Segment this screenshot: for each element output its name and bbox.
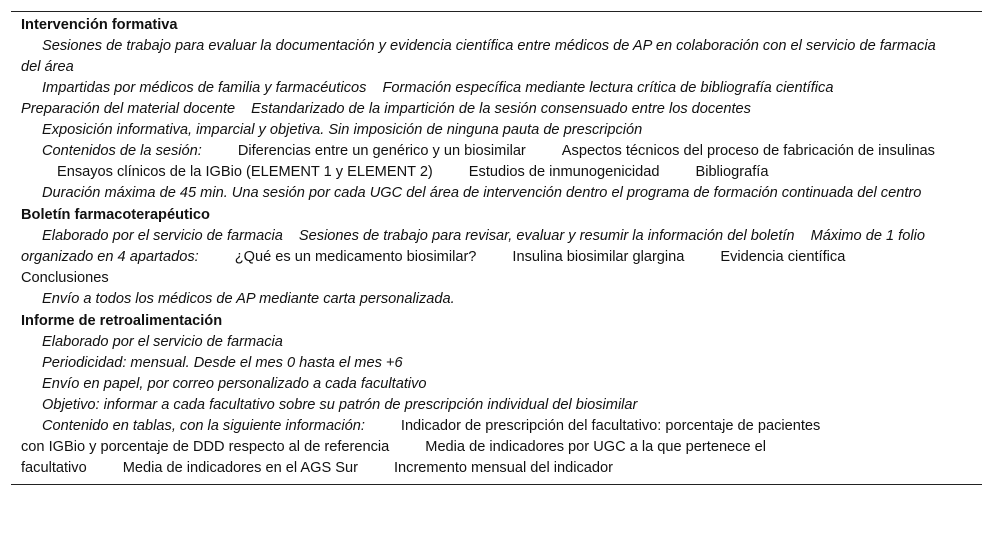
section-title-informe: Informe de retroalimentación — [21, 313, 223, 329]
s3-p5: Contenido en tablas, con la siguiente información: Indicador de prescripción del facultativo: porcentaje de pacientes con IGBio y porcentaje de DDD respecto al de referencia Media de indicadores por UGC a la que pertenece el facultativo Media de indicadores en el AGS Sur Incremento mensual del indicador — [21, 418, 821, 476]
s3-p1: Elaborado por el servicio de farmacia — [42, 334, 283, 350]
s1-p3: Exposición informativa, imparcial y objetiva. Sin imposición de ninguna pauta de prescripción — [42, 122, 643, 138]
s2-p1: Elaborado por el servicio de farmacia Sesiones de trabajo para revisar, evaluar y resumir la información del boletín Máximo de 1 folio organizado en 4 apartados: ¿Qué es un medicamento biosimilar? Insulina biosimilar glargina Evidencia científicaConclusiones — [21, 228, 925, 286]
section-title-boletin: Boletín farmacoterapéutico — [21, 207, 210, 223]
s3-p3: Envío en papel, por correo personalizado a cada facultativo — [42, 376, 427, 392]
intervention-table — [11, 11, 982, 485]
s3-p4: Objetivo: informar a cada facultativo sobre su patrón de prescripción individual del biosimilar — [42, 397, 638, 413]
s1-p4: Contenidos de la sesión: Diferencias entre un genérico y un biosimilar Aspectos técnicos del proceso de fabricación de insulinasEnsayos clínicos de la IGBio (ELEMENT 1 y ELEMENT 2) Estudios de inmunogenicidad Bibliografía — [42, 143, 935, 180]
s1-p5: Duración máxima de 45 min. Una sesión por cada UGC del área de intervención dentro el programa de formación continuada del centro — [42, 185, 922, 201]
s3-p2: Periodicidad: mensual. Desde el mes 0 hasta el mes +6 — [42, 355, 403, 371]
s1-p2: Impartidas por médicos de familia y farmacéuticos Formación específica mediante lectura crítica de bibliografía científicaPreparación del material docente Estandarizado de la impartición de la sesión consensuado entre los docentes — [21, 80, 834, 117]
s2-p2: Envío a todos los médicos de AP mediante carta personalizada. — [42, 291, 455, 307]
s1-p1: Sesiones de trabajo para evaluar la documentación y evidencia científica entre médicos de AP en colaboración con el servicio de farmacia del área — [21, 38, 936, 75]
section-title-intervencion: Intervención formativa — [21, 17, 178, 33]
